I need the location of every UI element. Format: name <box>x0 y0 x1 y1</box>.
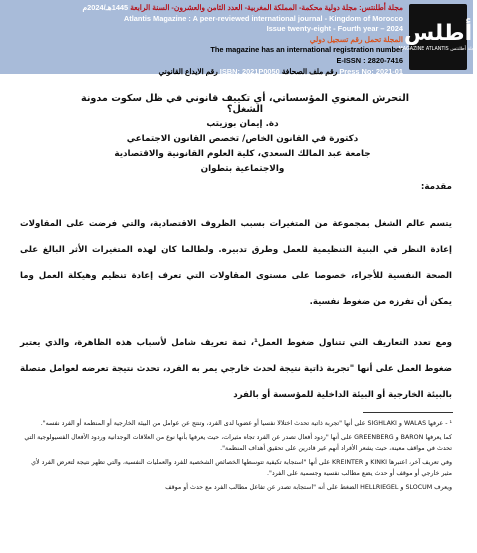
footnotes <box>20 418 452 496</box>
footnote-2: كما يعرفها BARON و GREENBERG على أنها "ردود أفعال تصدر عن الفرد تجاه مثيرات، حيث يعرفها بأنها نوع من العلاقات الوجدانية وردود الأفعال الفسيولوجية التي تحدث في مواقف معينة، حيث يشعر الأفراد أنهم غير قادرين على تحقيق أهداف المنظمة". <box>24 434 452 452</box>
footnote-4: ويعرف SLOCUM و HELLRIEGEL الضغط على أنه "استجابة تصدر عن تفاعل مطالب الفرد مع حدث أو موقف <box>165 484 452 491</box>
author-affiliation: جامعة عبد المالك السعدي، كلية العلوم القانونية والاقتصادية والاجتماعية بتطوان <box>114 149 371 174</box>
header-text-block <box>3 3 403 77</box>
atlantis-logo <box>398 4 477 70</box>
journal-header <box>0 0 477 76</box>
footnote-1: ¹ - عرفها WALAS و SIGHLAKI على أنها "تجربة ذاتية تحدث اختلالا نفسيا أو عضويا لدى الفرد، وتنتج عن عوامل من البيئة الخارجية أو المنظمة أو الفرد نفسه". <box>40 420 452 427</box>
header-line-7: Press No: 2021-01 رقم ملف الصحافة ISBN: 2021P0050 رقم الايداع القانوني <box>158 66 403 76</box>
logo-caption: MAGAZINE ATLANTIS مجلة أطلنتس <box>398 46 477 52</box>
author-block <box>110 117 375 177</box>
footnote-3: وفي تعريف آخر، اعتبرها KINKI و KREINTER على أنها "استجابة تكيفية تتوسطها الخصائص الشخصية للفرد والعمليات النفسية، والتي تظهر نتيجة لتعرض الفرد لأي مثير خارجي أو موقف أو حدث يضع مطالب نفسية وجسمية على الفرد". <box>31 459 452 477</box>
logo-glyphs: أطلس <box>403 20 473 46</box>
footnote-divider <box>363 412 453 413</box>
author-name: دة. إيمان بوزيتب <box>206 119 279 129</box>
paragraph-2: ومع تعدد التعاريف التي تتناول ضغوط العمل¹، ثمة تعريف شامل لأسباب هذه الظاهرة، والذي يعتبر ضغوط العمل على أنها "تجربة ذاتية نتيجة لحدث خارجي يمر به الفرد، تحدث نتيجة تعرضه لعوامل متصلة بالبيئة الخارجية أو البيئة الداخلية للمؤسسة أو بالفرد <box>20 338 452 400</box>
header-line-3: Issue twenty-eight - Fourth year – 2024 <box>266 24 403 34</box>
author-role: دكتورة في القانون الخاص/ تخصص القانون الاجتماعي <box>126 134 359 144</box>
header-line-1: مجلة أطلنتس: مجلة دولية محكمة- المملكة المغربية- العدد الثامن والعشرون- السنة الرابعة 1445هـ/2024م <box>82 3 403 12</box>
paragraph-1: يتسم عالم الشغل بمجموعة من المتغيرات بسبب الظروف الاقتصادية، والتي فرضت على المقاولات إعادة النظر في البنية التنظيمية للعمل وطرق تدبيره. ولطالما كان لهذه المتغيرات الأثر البالغ على الصحة النفسية للأجراء، خصوصا على مستوى المقاولات التي تعرف إعادة تنظيم وهيكلة العمل وما يمكن أن تفرزه من ضغوط نفسية. <box>20 219 452 307</box>
header-line-5: The magazine has an international registration number <box>210 45 403 55</box>
header-line-6: E-ISSN : 2820-7416 <box>336 55 403 65</box>
header-line-4: المجلة تحمل رقم تسجيل دولي <box>309 34 403 44</box>
article-title: التحرش المعنوي المؤسساتي، أي تكييف قانوني في ظل سكوت مدونة الشغل؟ <box>81 93 409 115</box>
intro-heading: مقدمة: <box>420 182 452 192</box>
header-line-2: Atlantis Magazine : A peer-reviewed international journal - Kingdom of Morocco <box>123 13 403 23</box>
